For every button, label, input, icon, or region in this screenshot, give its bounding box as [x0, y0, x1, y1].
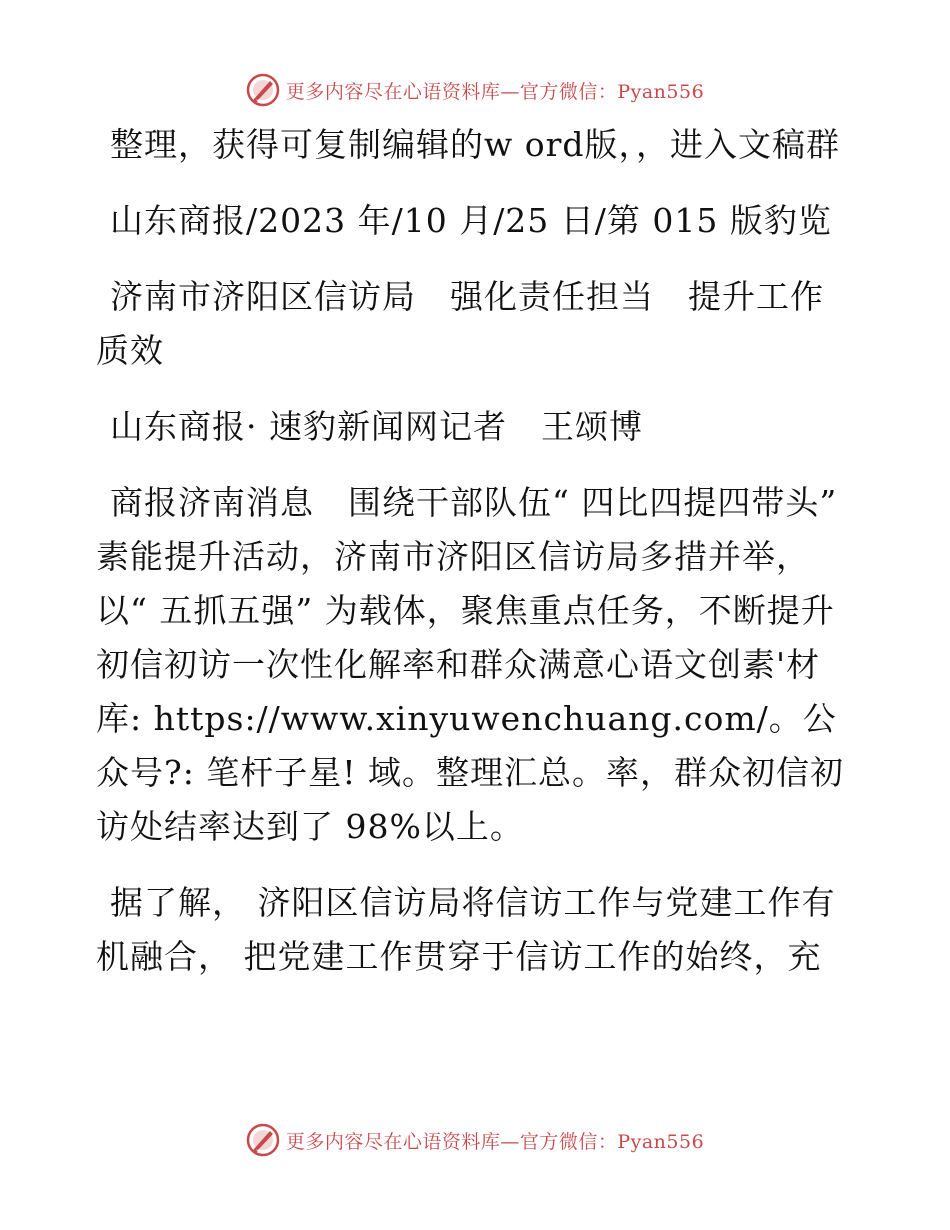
footer-watermark: [0, 1120, 950, 1160]
paragraph-body: 据了解， 济阳区信访局将信访工作与党建工作有机融合， 把党建工作贯穿于信访工作的始终，充: [96, 883, 836, 976]
paragraph-source: 山东商报/2023 年/10 月/25 日/第 015 版豹览: [110, 201, 832, 240]
paragraph-lead: 商报济南消息 围绕干部队伍“ 四比四提四带头” 素能提升活动，济南市济阳区信访局多措并举，以“ 五抓五强” 为载体，聚焦重点任务，不断提升初信初访一次性化解率和群众满意心语文创素'材库: https://www.xinyuwenchuang.com/。公众号?: 笔杆子星! 域。整理汇总。率，群众初信初访处结率达到了 98%以上。: [96, 483, 845, 846]
quill-pen-logo-icon: [246, 1123, 280, 1157]
paragraph-byline: 山东商报· 速豹新闻网记者 王颂博: [110, 407, 643, 446]
paragraph-headline: 济南市济阳区信访局 强化责任担当 提升工作质效: [96, 277, 824, 370]
paragraph-intro: 整理，获得可复制编辑的w ord版，，进入文稿群: [110, 125, 841, 164]
header-watermark: [0, 70, 950, 110]
document-body: [96, 118, 856, 1006]
watermark-text: 更多内容尽在心语资料库—官方微信：Pyan556: [285, 1130, 705, 1153]
watermark-text: 更多内容尽在心语资料库—官方微信：Pyan556: [285, 80, 705, 103]
quill-pen-logo-icon: [246, 73, 280, 107]
